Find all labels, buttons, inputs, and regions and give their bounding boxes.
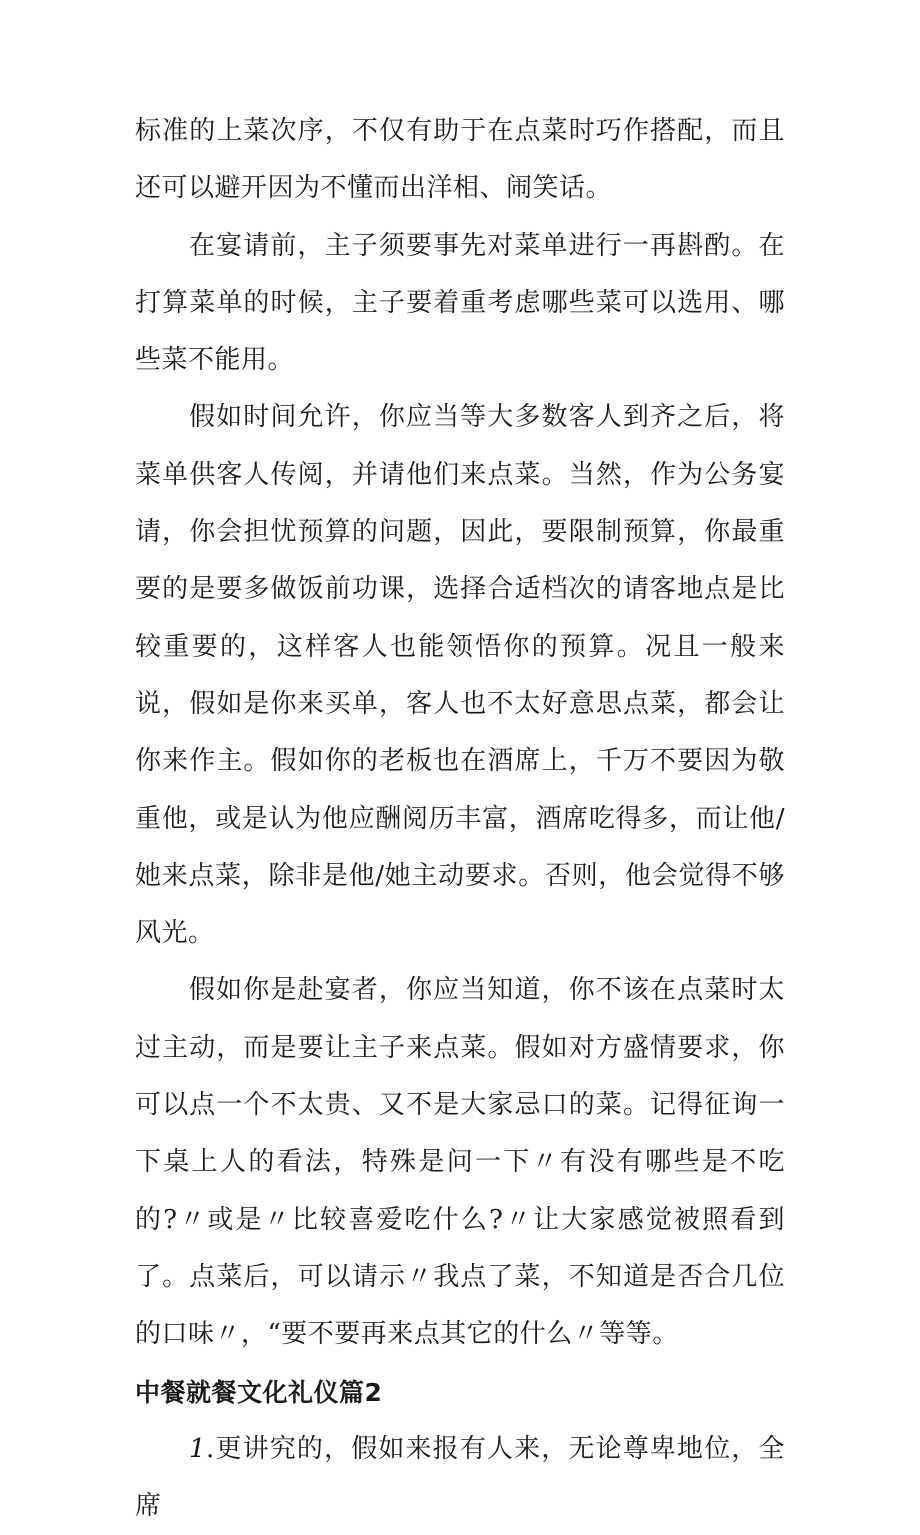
paragraph-guest-ordering: 假如你是赴宴者，你应当知道，你不该在点菜时太过主动，而是要让主子来点菜。假如对方盛情要求，你可以点一个不太贵、又不是大家忌口的菜。记得征询一下桌上人的看法，特殊是问一下〃有没有哪些是不吃的?〃或是〃比较喜爱吃什么?〃让大家感觉被照看到了。点菜后，可以请示〃我点了菜，不知道是否合几位的口味〃，“要不要再来点其它的什么〃等等。: [135, 975, 785, 1350]
paragraph-host-ordering: 假如时间允许，你应当等大多数客人到齐之后，将菜单供客人传阅，并请他们来点菜。当然，作为公务宴请，你会担忧预算的问题，因此，要限制预算，你最重要的是要多做饭前功课，选择合适档次的请客地点是比较重要的，这样客人也能领悟你的预算。况且一般来说，假如是你来买单，客人也不太好意思点菜，都会让你来作主。假如你的老板也在酒席上，千万不要因为敬重他，或是认为他应酬阅历丰富，酒席吃得多，而让他/她来点菜，除非是他/她主动要求。否则，他会觉得不够风光。: [135, 402, 785, 949]
paragraph-numbered-item: [135, 1421, 785, 1535]
paragraph-serving-order: 标准的上菜次序，不仅有助于在点菜时巧作搭配，而且还可以避开因为不懂而出洋相、闹笑话。: [135, 116, 785, 204]
paragraph-menu-planning: 在宴请前，主子须要事先对菜单进行一再斟酌。在打算菜单的时候，主子要着重考虑哪些菜可以选用、哪些菜不能用。: [135, 230, 785, 376]
section-heading: [135, 1364, 785, 1421]
section-heading-number: 2: [364, 1377, 383, 1407]
document-body: [135, 103, 785, 1535]
list-item-text: .更讲究的，假如来报有人来，无论尊卑地位，全席: [135, 1433, 785, 1522]
list-marker: 1: [189, 1433, 207, 1464]
section-heading-title: 中餐就餐文化礼仪篇: [135, 1377, 365, 1407]
